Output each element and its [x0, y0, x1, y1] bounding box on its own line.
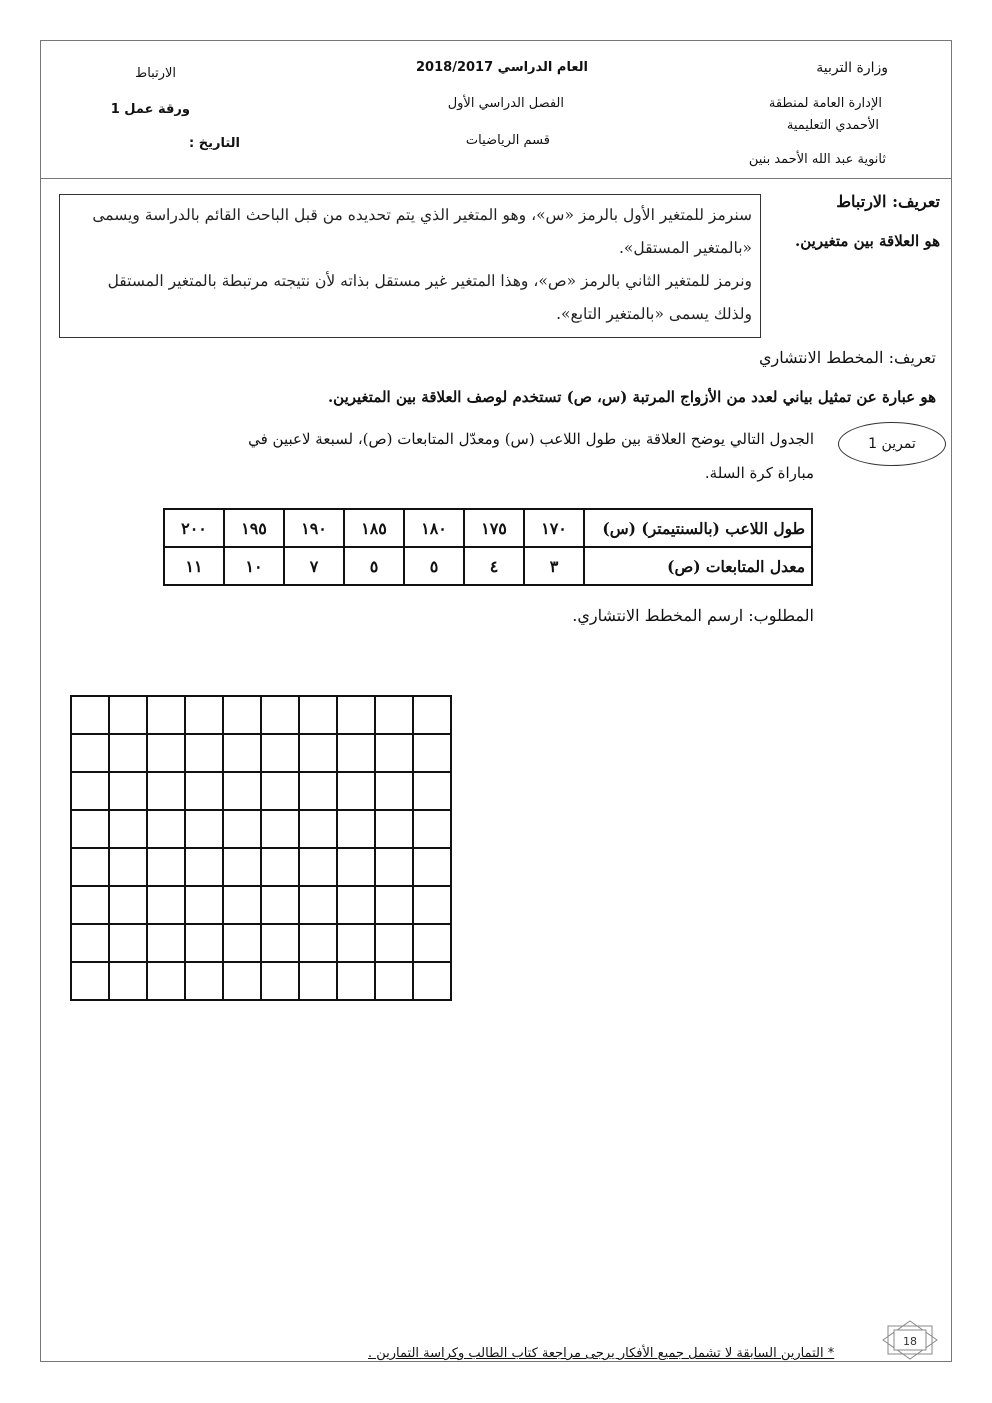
header-divider — [40, 178, 952, 179]
definition-scatter-title: تعريف: المخطط الانتشاري — [758, 348, 936, 367]
grid-cell — [337, 886, 375, 924]
table-cell: ٥ — [344, 547, 404, 585]
grid-cell — [223, 810, 261, 848]
grid-row — [71, 696, 451, 734]
grid-cell — [375, 772, 413, 810]
variables-para1-line1: سنرمز للمتغير الأول بالرمز «س»، وهو المتغير الذي يتم تحديده من قبل الباحث القائم بالدراسة ويسمى — [92, 206, 752, 224]
grid-cell — [413, 848, 451, 886]
grid-cell — [109, 848, 147, 886]
grid-cell — [375, 924, 413, 962]
grid-cell — [223, 886, 261, 924]
grid-cell — [413, 810, 451, 848]
table-row-rebounds — [164, 547, 812, 585]
table-cell: ١٠ — [224, 547, 284, 585]
grid-cell — [337, 924, 375, 962]
grid-cell — [261, 734, 299, 772]
definition-correlation-text: هو العلاقة بين متغيرين. — [795, 232, 940, 250]
school-year: العام الدراسي 2018/2017 — [416, 60, 588, 75]
table-cell: ١٨٥ — [344, 509, 404, 547]
grid-cell — [185, 772, 223, 810]
definition-correlation-title: تعريف: الارتباط — [836, 192, 940, 211]
grid-cell — [413, 772, 451, 810]
grid-cell — [299, 962, 337, 1000]
table-cell: ١٩٠ — [284, 509, 344, 547]
grid-cell — [71, 848, 109, 886]
grid-cell — [337, 848, 375, 886]
grid-cell — [261, 696, 299, 734]
grid-cell — [261, 962, 299, 1000]
grid-cell — [109, 772, 147, 810]
exercise-text-line1: الجدول التالي يوضح العلاقة بين طول اللاعب (س) ومعدّل المتابعات (ص)، لسبعة لاعبين في — [248, 430, 814, 448]
grid-cell — [261, 848, 299, 886]
grid-cell — [185, 734, 223, 772]
table-cell: ٧ — [284, 547, 344, 585]
data-table — [163, 508, 813, 586]
table-cell: ١٩٥ — [224, 509, 284, 547]
grid-cell — [337, 772, 375, 810]
table-cell: ١٧٠ — [524, 509, 584, 547]
grid-cell — [185, 696, 223, 734]
grid-cell — [147, 810, 185, 848]
variables-para1-line2: «بالمتغير المستقل». — [619, 239, 752, 257]
grid-cell — [71, 696, 109, 734]
grid-cell — [375, 886, 413, 924]
grid-cell — [375, 810, 413, 848]
grid-row — [71, 962, 451, 1000]
variables-box — [59, 194, 761, 338]
grid-cell — [223, 696, 261, 734]
grid-row — [71, 886, 451, 924]
grid-cell — [223, 772, 261, 810]
grid-cell — [109, 886, 147, 924]
grid-cell — [147, 962, 185, 1000]
grid-cell — [261, 810, 299, 848]
grid-cell — [147, 772, 185, 810]
grid-cell — [71, 962, 109, 1000]
grid-cell — [375, 696, 413, 734]
grid-cell — [223, 734, 261, 772]
grid-cell — [147, 848, 185, 886]
grid-cell — [413, 734, 451, 772]
grid-cell — [185, 962, 223, 1000]
grid-cell — [223, 848, 261, 886]
table-cell: ٢٠٠ — [164, 509, 224, 547]
table-cell: ٤ — [464, 547, 524, 585]
table-header-height: طول اللاعب (بالسنتيمتر) (س) — [584, 509, 812, 547]
grid-cell — [185, 810, 223, 848]
grid-row — [71, 810, 451, 848]
footer-note: * التمارين السابقة لا تشمل جميع الأفكار يرجى مراجعة كتاب الطالب وكراسة التمارين . — [368, 1346, 835, 1361]
grid-cell — [299, 886, 337, 924]
grid-cell — [109, 734, 147, 772]
table-row-height — [164, 509, 812, 547]
grid-cell — [375, 962, 413, 1000]
variables-para2-line1: ونرمز للمتغير الثاني بالرمز «ص»، وهذا المتغير غير مستقل بذاته لأن نتيجته مرتبطة بالمتغير المستقل — [107, 272, 752, 290]
grid-row — [71, 924, 451, 962]
grid-cell — [147, 734, 185, 772]
grid-cell — [109, 962, 147, 1000]
grid-cell — [185, 886, 223, 924]
grid-cell — [375, 848, 413, 886]
table-cell: ١٨٠ — [404, 509, 464, 547]
grid-cell — [71, 772, 109, 810]
topic-title: الارتباط — [135, 66, 176, 81]
grid-cell — [299, 772, 337, 810]
grid-row — [71, 734, 451, 772]
date-label: التاريخ : — [189, 136, 240, 151]
grid-cell — [261, 772, 299, 810]
worksheet-label: ورقة عمل 1 — [110, 102, 190, 117]
exercise-badge: تمرين 1 — [838, 422, 946, 466]
table-cell: ٥ — [404, 547, 464, 585]
table-cell: ١١ — [164, 547, 224, 585]
grid-cell — [185, 924, 223, 962]
grid-cell — [337, 734, 375, 772]
page-number-ornament — [880, 1320, 940, 1360]
grid-cell — [261, 924, 299, 962]
grid-cell — [71, 810, 109, 848]
grid-cell — [71, 886, 109, 924]
grid-cell — [223, 924, 261, 962]
grid-cell — [413, 924, 451, 962]
grid-cell — [337, 810, 375, 848]
semester: الفصل الدراسي الأول — [447, 96, 564, 111]
directorate-line2: الأحمدي التعليمية — [786, 118, 879, 133]
table-cell: ٣ — [524, 547, 584, 585]
grid-cell — [185, 848, 223, 886]
table-cell: ١٧٥ — [464, 509, 524, 547]
grid-cell — [147, 924, 185, 962]
grid-cell — [413, 886, 451, 924]
grid-cell — [337, 696, 375, 734]
directorate-line1: الإدارة العامة لمنطقة — [768, 96, 882, 111]
exercise-text-line2: مباراة كرة السلة. — [704, 464, 814, 482]
school-name: ثانوية عبد الله الأحمد بنين — [748, 152, 886, 167]
exercise-required: المطلوب: ارسم المخطط الانتشاري. — [572, 606, 814, 625]
grid-cell — [147, 886, 185, 924]
grid-row — [71, 848, 451, 886]
graph-grid — [70, 695, 452, 1001]
grid-row — [71, 772, 451, 810]
grid-cell — [299, 810, 337, 848]
grid-cell — [261, 886, 299, 924]
grid-cell — [299, 924, 337, 962]
grid-cell — [337, 962, 375, 1000]
grid-cell — [413, 696, 451, 734]
department: قسم الرياضيات — [465, 133, 550, 148]
grid-cell — [299, 848, 337, 886]
ministry-name: وزارة التربية — [816, 60, 888, 76]
grid-cell — [375, 734, 413, 772]
grid-cell — [413, 962, 451, 1000]
grid-cell — [109, 696, 147, 734]
grid-cell — [299, 734, 337, 772]
definition-scatter-text: هو عبارة عن تمثيل بياني لعدد من الأزواج المرتبة (س، ص) تستخدم لوصف العلاقة بين المتغيرين. — [327, 388, 936, 406]
grid-cell — [71, 924, 109, 962]
page-number: 18 — [903, 1335, 917, 1348]
grid-cell — [147, 696, 185, 734]
grid-cell — [299, 696, 337, 734]
grid-cell — [71, 734, 109, 772]
grid-cell — [223, 962, 261, 1000]
grid-cell — [109, 810, 147, 848]
grid-cell — [109, 924, 147, 962]
variables-para2-line2: ولذلك يسمى «بالمتغير التابع». — [556, 305, 752, 323]
table-header-rebounds: معدل المتابعات (ص) — [584, 547, 812, 585]
